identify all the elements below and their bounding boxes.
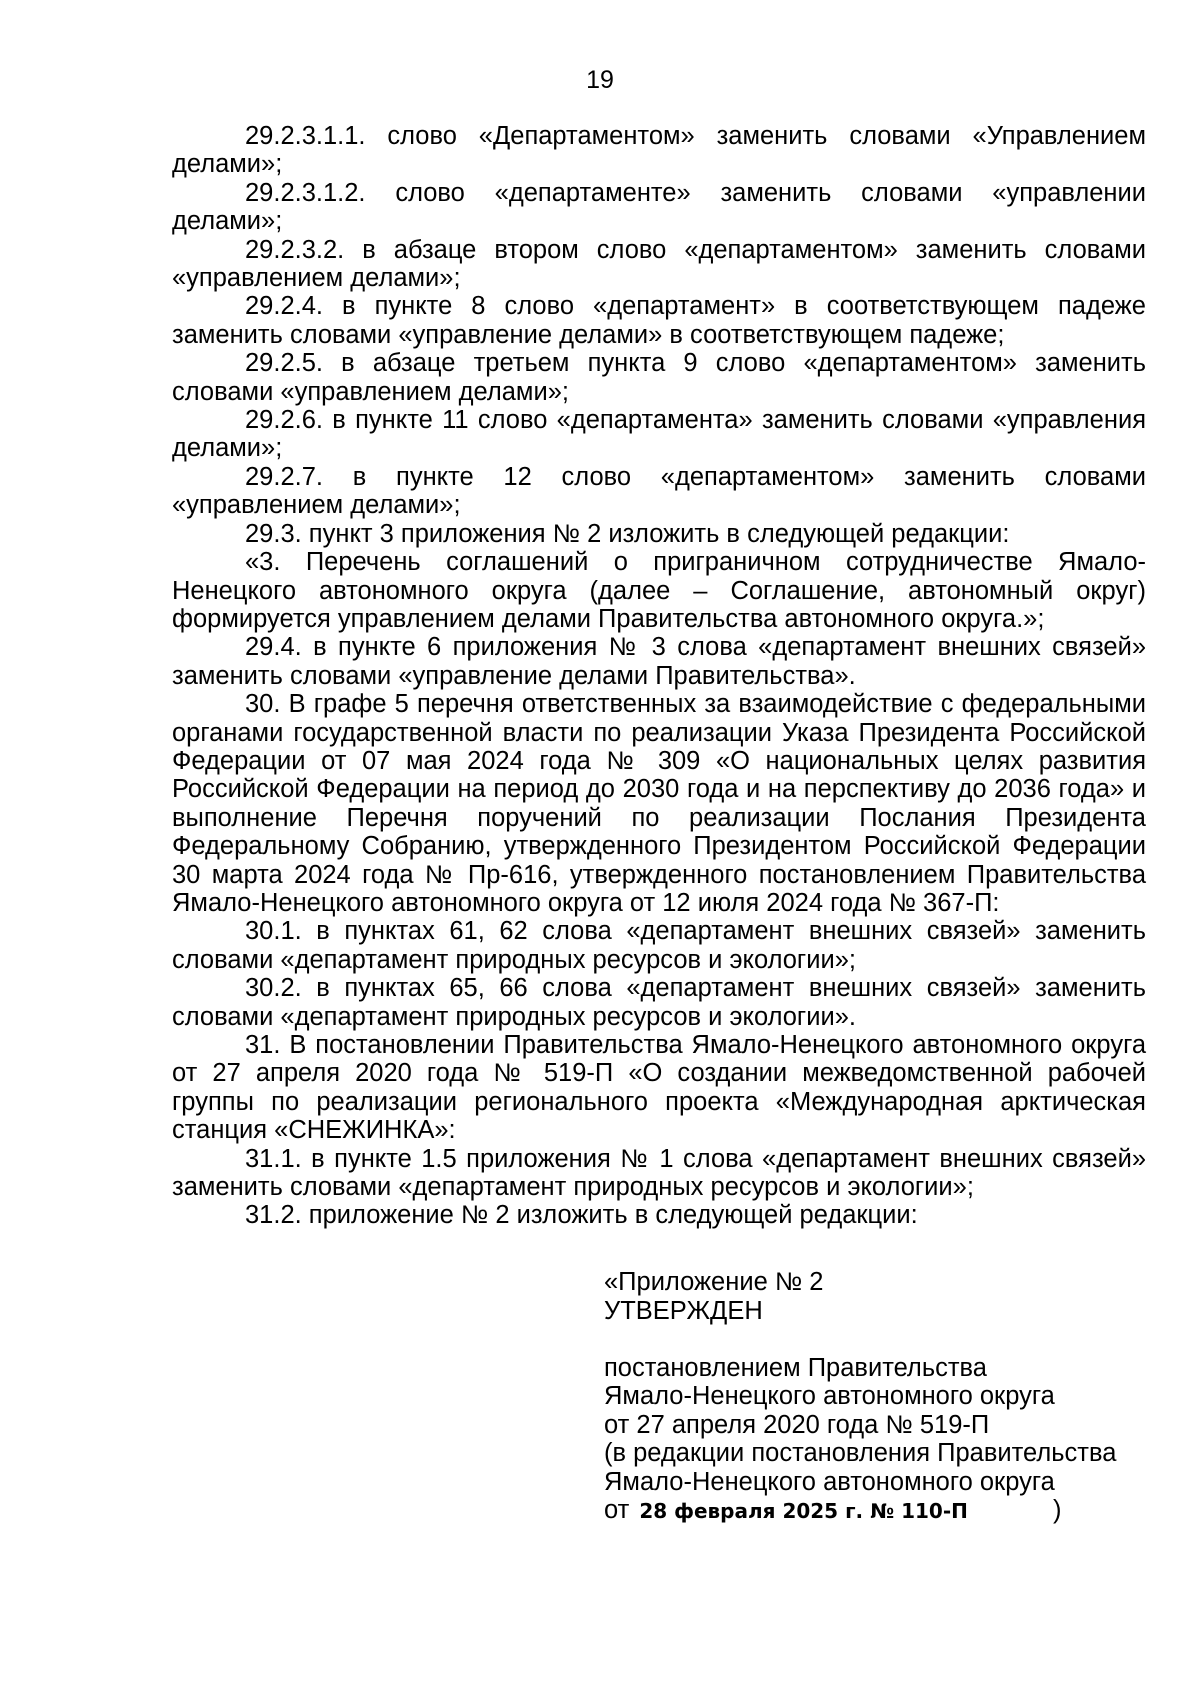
paragraph-29-2-3-1-1: 29.2.3.1.1. слово «Департаментом» заменить словами «Управлением делами»; (172, 122, 1146, 179)
approval-block (604, 1268, 1164, 1526)
paragraph-30: 30. В графе 5 перечня ответственных за взаимодействие с федеральными органами государственной власти по реализации Указа Президента Российской Федерации от 07 мая 2024 года № 309 «О национальных целях развития Российской Федерации на период до 2030 года и на перспективу до 2036 года» и выполнение Перечня поручений по реализации Послания Президента Федеральному Собранию, утвержденного Президентом Российской Федерации 30 марта 2024 года № Пр-616, утвержденного постановлением Правительства Ямало-Ненецкого автономного округа от 12 июля 2024 года № 367-П: (172, 690, 1146, 917)
paragraph-31-2: 31.2. приложение № 2 изложить в следующей редакции: (245, 1201, 918, 1230)
edition-date-line (604, 1496, 1164, 1526)
paragraph-31: 31. В постановлении Правительства Ямало-Ненецкого автономного округа от 27 апреля 2020 года № 519-П «О создании межведомственной рабочей группы по реализации регионального проекта «Международная арктическая станция «СНЕЖИНКА»: (172, 1031, 1146, 1145)
paragraph-29-2-3-2: 29.2.3.2. в абзаце втором слово «департаментом» заменить словами «управлением делами»; (172, 235, 1146, 293)
paragraph-29-2-7: 29.2.7. в пункте 12 слово «департаментом» заменить словами «управлением делами»; (172, 462, 1146, 520)
document-body (172, 122, 1146, 1230)
approval-line: Ямало-Ненецкого автономного округа (604, 1382, 1055, 1410)
paragraph-29-3: 29.3. пункт 3 приложения № 2 изложить в следующей редакции: (245, 519, 1010, 548)
closing-parenthesis: ) (1053, 1496, 1062, 1524)
paragraph-29-2-5: 29.2.5. в абзаце третьем пункта 9 слово «департаментом» заменить словами «управлением делами»; (172, 349, 1146, 406)
paragraph-31-1: 31.1. в пункте 1.5 приложения № 1 слова «департамент внешних связей» заменить словами «департамент природных ресурсов и экологии»; (172, 1144, 1146, 1202)
paragraph-quote-3: «3. Перечень соглашений о приграничном сотрудничестве Ямало-Ненецкого автономного округа (далее – Соглашение, автономный округ) формируется управлением делами Правительства автономного округа.»; (172, 548, 1146, 633)
appendix-title: «Приложение № 2 (604, 1268, 824, 1296)
date-prefix: от (604, 1496, 630, 1524)
approved-heading: УТВЕРЖДЕН (604, 1296, 763, 1325)
approval-line: (в редакции постановления Правительства (604, 1439, 1117, 1467)
paragraph-30-1: 30.1. в пунктах 61, 62 слова «департамент внешних связей» заменить словами «департамент природных ресурсов и экологии»; (172, 917, 1146, 974)
page-number: 19 (586, 66, 614, 94)
paragraph-29-2-3-1-2: 29.2.3.1.2. слово «департаменте» заменить словами «управлении делами»; (172, 178, 1146, 236)
edition-date-stamp: 28 февраля 2025 г. № 110-П (639, 1499, 968, 1523)
approval-line: постановлением Правительства (604, 1353, 987, 1382)
spacer (604, 1325, 1164, 1354)
paragraph-29-4: 29.4. в пункте 6 приложения № 3 слова «департамент внешних связей» заменить словами «управление делами Правительства». (172, 633, 1146, 690)
paragraph-29-2-6: 29.2.6. в пункте 11 слово «департамента» заменить словами «управления делами»; (172, 406, 1146, 463)
paragraph-29-2-4: 29.2.4. в пункте 8 слово «департамент» в соответствующем падеже заменить словами «управление делами» в соответствующем падеже; (172, 292, 1146, 349)
paragraph-30-2: 30.2. в пунктах 65, 66 слова «департамент внешних связей» заменить словами «департамент природных ресурсов и экологии». (172, 974, 1146, 1031)
approval-line: от 27 апреля 2020 года № 519-П (604, 1410, 990, 1439)
approval-line: Ямало-Ненецкого автономного округа (604, 1467, 1055, 1496)
